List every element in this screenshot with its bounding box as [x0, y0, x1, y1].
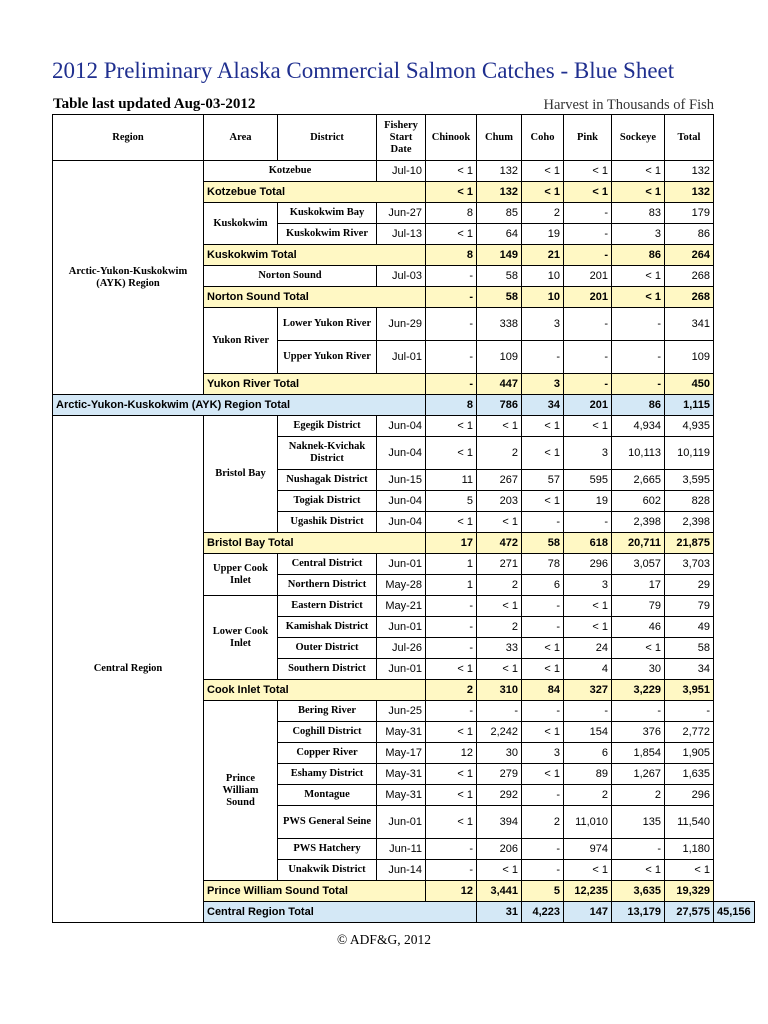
value-cell: < 1 — [426, 806, 477, 839]
district-cell: Bering River — [278, 701, 377, 722]
value-cell: 3 — [522, 374, 564, 395]
value-cell: 2 — [477, 575, 522, 596]
value-cell: 135 — [612, 806, 665, 839]
value-cell: 1,854 — [612, 743, 665, 764]
value-cell: < 1 — [612, 638, 665, 659]
district-cell: Outer District — [278, 638, 377, 659]
value-cell: 447 — [477, 374, 522, 395]
value-cell: < 1 — [522, 437, 564, 470]
value-cell: < 1 — [522, 638, 564, 659]
total-label-cell: Kotzebue Total — [204, 182, 426, 203]
value-cell: < 1 — [612, 161, 665, 182]
area-cell: Prince William Sound — [204, 701, 278, 881]
value-cell: 3 — [522, 308, 564, 341]
value-cell: 132 — [477, 182, 522, 203]
value-cell: < 1 — [564, 596, 612, 617]
header-row — [53, 115, 755, 161]
value-cell: - — [564, 224, 612, 245]
value-cell: 83 — [612, 203, 665, 224]
value-cell: 268 — [665, 266, 714, 287]
value-cell: < 1 — [564, 860, 612, 881]
value-cell: 1,180 — [665, 839, 714, 860]
value-cell: 2,772 — [665, 722, 714, 743]
value-cell: - — [564, 341, 612, 374]
value-cell: < 1 — [522, 722, 564, 743]
start-date-cell: Jul-01 — [377, 341, 426, 374]
value-cell: 30 — [477, 743, 522, 764]
value-cell: 10,113 — [612, 437, 665, 470]
value-cell: 12 — [426, 881, 477, 902]
start-date-cell: Jun-25 — [377, 701, 426, 722]
value-cell: - — [612, 701, 665, 722]
value-cell: 30 — [612, 659, 665, 680]
district-cell: Lower Yukon River — [278, 308, 377, 341]
start-date-cell: Jun-27 — [377, 203, 426, 224]
value-cell: 3 — [564, 437, 612, 470]
value-cell: 296 — [665, 785, 714, 806]
value-cell: - — [426, 308, 477, 341]
value-cell: 201 — [564, 266, 612, 287]
value-cell: < 1 — [477, 512, 522, 533]
column-header: Pink — [564, 115, 612, 161]
value-cell: 4,223 — [522, 902, 564, 923]
district-cell: Kuskokwim Bay — [278, 203, 377, 224]
value-cell: 3 — [612, 224, 665, 245]
value-cell: 109 — [477, 341, 522, 374]
start-date-cell: Jun-04 — [377, 437, 426, 470]
salmon-catch-table — [52, 114, 755, 923]
value-cell: 2,398 — [665, 512, 714, 533]
total-label-cell: Arctic-Yukon-Kuskokwim (AYK) Region Total — [53, 395, 426, 416]
value-cell: 1,115 — [665, 395, 714, 416]
value-cell: < 1 — [477, 659, 522, 680]
district-cell: Central District — [278, 554, 377, 575]
value-cell: - — [564, 701, 612, 722]
page-title: 2012 Preliminary Alaska Commercial Salmon Catches - Blue Sheet — [52, 58, 675, 83]
value-cell: - — [522, 596, 564, 617]
value-cell: - — [665, 701, 714, 722]
value-cell: - — [564, 308, 612, 341]
last-updated-label: Table last updated Aug-03-2012 — [53, 96, 256, 112]
district-cell: Kuskokwim River — [278, 224, 377, 245]
copyright-footer: © ADF&G, 2012 — [337, 932, 431, 947]
value-cell: 31 — [477, 902, 522, 923]
value-cell: 2,398 — [612, 512, 665, 533]
harvest-units-note: Harvest in Thousands of Fish — [543, 97, 714, 113]
start-date-cell: May-31 — [377, 722, 426, 743]
total-label-cell: Bristol Bay Total — [204, 533, 426, 554]
region-cell: Central Region — [53, 416, 204, 923]
value-cell: < 1 — [477, 416, 522, 437]
value-cell: 602 — [612, 491, 665, 512]
value-cell: < 1 — [426, 224, 477, 245]
value-cell: 132 — [477, 161, 522, 182]
value-cell: 8 — [426, 395, 477, 416]
value-cell: 4,935 — [665, 416, 714, 437]
value-cell: 2 — [426, 680, 477, 701]
value-cell: - — [564, 203, 612, 224]
value-cell: < 1 — [522, 416, 564, 437]
value-cell: 267 — [477, 470, 522, 491]
value-cell: < 1 — [522, 161, 564, 182]
district-cell: Eshamy District — [278, 764, 377, 785]
value-cell: - — [426, 839, 477, 860]
district-cell: Togiak District — [278, 491, 377, 512]
value-cell: 79 — [612, 596, 665, 617]
column-header: District — [278, 115, 377, 161]
value-cell: 3,441 — [477, 881, 522, 902]
value-cell: 376 — [612, 722, 665, 743]
value-cell: 58 — [477, 266, 522, 287]
value-cell: 64 — [477, 224, 522, 245]
value-cell: - — [612, 341, 665, 374]
value-cell: 327 — [564, 680, 612, 701]
value-cell: 595 — [564, 470, 612, 491]
value-cell: 11,540 — [665, 806, 714, 839]
value-cell: 3,635 — [612, 881, 665, 902]
column-header: Chum — [477, 115, 522, 161]
value-cell: - — [522, 839, 564, 860]
value-cell: 24 — [564, 638, 612, 659]
value-cell: < 1 — [477, 596, 522, 617]
district-cell: Norton Sound — [204, 266, 377, 287]
value-cell: 5 — [522, 881, 564, 902]
value-cell: 974 — [564, 839, 612, 860]
value-cell: < 1 — [612, 860, 665, 881]
value-cell: 268 — [665, 287, 714, 308]
value-cell: 2 — [522, 203, 564, 224]
value-cell: - — [426, 860, 477, 881]
value-cell: 3,703 — [665, 554, 714, 575]
value-cell: - — [522, 617, 564, 638]
start-date-cell: Jun-01 — [377, 617, 426, 638]
value-cell: 20,711 — [612, 533, 665, 554]
start-date-cell: May-21 — [377, 596, 426, 617]
value-cell: 109 — [665, 341, 714, 374]
value-cell: 10,119 — [665, 437, 714, 470]
value-cell: < 1 — [564, 182, 612, 203]
value-cell: 5 — [426, 491, 477, 512]
total-label-cell: Cook Inlet Total — [204, 680, 426, 701]
value-cell: 271 — [477, 554, 522, 575]
value-cell: 2 — [564, 785, 612, 806]
value-cell: 2 — [522, 806, 564, 839]
region-cell: Arctic-Yukon-Kuskokwim (AYK) Region — [53, 161, 204, 395]
start-date-cell: Jun-14 — [377, 860, 426, 881]
value-cell: - — [426, 617, 477, 638]
district-cell: Copper River — [278, 743, 377, 764]
value-cell: < 1 — [564, 416, 612, 437]
value-cell: - — [426, 596, 477, 617]
start-date-cell: Jul-10 — [377, 161, 426, 182]
value-cell: 828 — [665, 491, 714, 512]
value-cell: 147 — [564, 902, 612, 923]
value-cell: 13,179 — [612, 902, 665, 923]
value-cell: < 1 — [612, 287, 665, 308]
value-cell: < 1 — [522, 659, 564, 680]
value-cell: 78 — [522, 554, 564, 575]
value-cell: - — [564, 245, 612, 266]
start-date-cell: Jul-26 — [377, 638, 426, 659]
value-cell: 264 — [665, 245, 714, 266]
value-cell: 86 — [612, 245, 665, 266]
value-cell: 19 — [522, 224, 564, 245]
value-cell: 450 — [665, 374, 714, 395]
area-cell: Yukon River — [204, 308, 278, 374]
value-cell: 132 — [665, 182, 714, 203]
value-cell: 46 — [612, 617, 665, 638]
value-cell: < 1 — [426, 161, 477, 182]
value-cell: - — [426, 341, 477, 374]
start-date-cell: Jun-01 — [377, 806, 426, 839]
value-cell: 3,229 — [612, 680, 665, 701]
value-cell: 203 — [477, 491, 522, 512]
district-cell: PWS Hatchery — [278, 839, 377, 860]
value-cell: 1,905 — [665, 743, 714, 764]
value-cell: 2,665 — [612, 470, 665, 491]
area-cell: Upper Cook Inlet — [204, 554, 278, 596]
value-cell: 8 — [426, 245, 477, 266]
value-cell: 6 — [564, 743, 612, 764]
value-cell: - — [426, 701, 477, 722]
start-date-cell: Jun-11 — [377, 839, 426, 860]
start-date-cell: Jun-29 — [377, 308, 426, 341]
start-date-cell: Jun-15 — [377, 470, 426, 491]
value-cell: 206 — [477, 839, 522, 860]
value-cell: 34 — [665, 659, 714, 680]
value-cell: 310 — [477, 680, 522, 701]
value-cell: 27,575 — [665, 902, 714, 923]
value-cell: 11 — [426, 470, 477, 491]
start-date-cell: Jul-13 — [377, 224, 426, 245]
value-cell: 12 — [426, 743, 477, 764]
total-label-cell: Norton Sound Total — [204, 287, 426, 308]
value-cell: 21,875 — [665, 533, 714, 554]
value-cell: 132 — [665, 161, 714, 182]
column-header: Chinook — [426, 115, 477, 161]
value-cell: 1,267 — [612, 764, 665, 785]
column-header: Region — [53, 115, 204, 161]
value-cell: 86 — [612, 395, 665, 416]
value-cell: - — [522, 341, 564, 374]
value-cell: < 1 — [426, 785, 477, 806]
district-cell: Eastern District — [278, 596, 377, 617]
start-date-cell: Jun-04 — [377, 416, 426, 437]
value-cell: 201 — [564, 395, 612, 416]
value-cell: 10 — [522, 287, 564, 308]
start-date-cell: Jun-04 — [377, 491, 426, 512]
value-cell: < 1 — [564, 617, 612, 638]
district-cell: Nushagak District — [278, 470, 377, 491]
value-cell: 279 — [477, 764, 522, 785]
value-cell: - — [564, 374, 612, 395]
value-cell: - — [426, 374, 477, 395]
region-total-row — [53, 395, 755, 416]
value-cell: 12,235 — [564, 881, 612, 902]
value-cell: 49 — [665, 617, 714, 638]
value-cell: - — [612, 839, 665, 860]
value-cell: 86 — [665, 224, 714, 245]
district-cell: Northern District — [278, 575, 377, 596]
value-cell: 341 — [665, 308, 714, 341]
value-cell: < 1 — [426, 512, 477, 533]
total-label-cell: Central Region Total — [204, 902, 477, 923]
area-cell: Bristol Bay — [204, 416, 278, 533]
start-date-cell: May-31 — [377, 785, 426, 806]
district-cell: Unakwik District — [278, 860, 377, 881]
value-cell: 19,329 — [665, 881, 714, 902]
value-cell: 292 — [477, 785, 522, 806]
column-header: Total — [665, 115, 714, 161]
value-cell: - — [564, 512, 612, 533]
value-cell: 179 — [665, 203, 714, 224]
value-cell: < 1 — [522, 764, 564, 785]
start-date-cell: Jun-04 — [377, 512, 426, 533]
table-row — [53, 416, 755, 437]
column-header: Area — [204, 115, 278, 161]
table-row — [53, 161, 755, 182]
value-cell: 58 — [477, 287, 522, 308]
total-label-cell: Yukon River Total — [204, 374, 426, 395]
district-cell: Montague — [278, 785, 377, 806]
value-cell: 786 — [477, 395, 522, 416]
value-cell: 11,010 — [564, 806, 612, 839]
value-cell: 3 — [564, 575, 612, 596]
value-cell: 296 — [564, 554, 612, 575]
district-cell: Kotzebue — [204, 161, 377, 182]
value-cell: < 1 — [426, 722, 477, 743]
value-cell: 1,635 — [665, 764, 714, 785]
start-date-cell: Jun-01 — [377, 554, 426, 575]
start-date-cell: Jun-01 — [377, 659, 426, 680]
value-cell: 85 — [477, 203, 522, 224]
value-cell: 201 — [564, 287, 612, 308]
value-cell: 3 — [522, 743, 564, 764]
value-cell: 6 — [522, 575, 564, 596]
value-cell: - — [477, 701, 522, 722]
value-cell: 3,951 — [665, 680, 714, 701]
value-cell: 10 — [522, 266, 564, 287]
value-cell: 154 — [564, 722, 612, 743]
start-date-cell: May-17 — [377, 743, 426, 764]
value-cell: 58 — [522, 533, 564, 554]
district-cell: Southern District — [278, 659, 377, 680]
value-cell: < 1 — [426, 416, 477, 437]
district-cell: PWS General Seine — [278, 806, 377, 839]
total-label-cell: Kuskokwim Total — [204, 245, 426, 266]
value-cell: 4,934 — [612, 416, 665, 437]
column-header: Sockeye — [612, 115, 665, 161]
value-cell: 149 — [477, 245, 522, 266]
column-header: Coho — [522, 115, 564, 161]
value-cell: 3,595 — [665, 470, 714, 491]
value-cell: - — [426, 638, 477, 659]
value-cell: 1 — [426, 575, 477, 596]
value-cell: - — [426, 266, 477, 287]
value-cell: < 1 — [426, 764, 477, 785]
start-date-cell: May-28 — [377, 575, 426, 596]
district-cell: Egegik District — [278, 416, 377, 437]
value-cell: - — [522, 785, 564, 806]
value-cell: 1 — [426, 554, 477, 575]
value-cell: 33 — [477, 638, 522, 659]
value-cell: 2 — [477, 437, 522, 470]
value-cell: - — [522, 701, 564, 722]
district-cell: Ugashik District — [278, 512, 377, 533]
area-cell: Lower Cook Inlet — [204, 596, 278, 680]
value-cell: 2,242 — [477, 722, 522, 743]
value-cell: 338 — [477, 308, 522, 341]
value-cell: 394 — [477, 806, 522, 839]
value-cell: 45,156 — [714, 902, 755, 923]
value-cell: 34 — [522, 395, 564, 416]
value-cell: < 1 — [612, 182, 665, 203]
value-cell: < 1 — [426, 437, 477, 470]
value-cell: 3,057 — [612, 554, 665, 575]
value-cell: < 1 — [426, 182, 477, 203]
column-header: Fishery Start Date — [377, 115, 426, 161]
value-cell: < 1 — [612, 266, 665, 287]
value-cell: - — [426, 287, 477, 308]
value-cell: < 1 — [477, 860, 522, 881]
value-cell: < 1 — [564, 161, 612, 182]
value-cell: 17 — [426, 533, 477, 554]
start-date-cell: May-31 — [377, 764, 426, 785]
district-cell: Upper Yukon River — [278, 341, 377, 374]
value-cell: 2 — [477, 617, 522, 638]
value-cell: 89 — [564, 764, 612, 785]
total-label-cell: Prince William Sound Total — [204, 881, 426, 902]
value-cell: 29 — [665, 575, 714, 596]
area-cell: Kuskokwim — [204, 203, 278, 245]
value-cell: 21 — [522, 245, 564, 266]
value-cell: 84 — [522, 680, 564, 701]
value-cell: 57 — [522, 470, 564, 491]
value-cell: 17 — [612, 575, 665, 596]
district-cell: Naknek-Kvichak District — [278, 437, 377, 470]
value-cell: 618 — [564, 533, 612, 554]
value-cell: < 1 — [522, 182, 564, 203]
value-cell: 2 — [612, 785, 665, 806]
value-cell: < 1 — [522, 491, 564, 512]
value-cell: - — [612, 308, 665, 341]
value-cell: 8 — [426, 203, 477, 224]
value-cell: < 1 — [426, 659, 477, 680]
value-cell: - — [612, 374, 665, 395]
value-cell: 4 — [564, 659, 612, 680]
start-date-cell: Jul-03 — [377, 266, 426, 287]
value-cell: < 1 — [665, 860, 714, 881]
value-cell: - — [522, 512, 564, 533]
district-cell: Coghill District — [278, 722, 377, 743]
district-cell: Kamishak District — [278, 617, 377, 638]
value-cell: - — [522, 860, 564, 881]
value-cell: 58 — [665, 638, 714, 659]
value-cell: 19 — [564, 491, 612, 512]
value-cell: 79 — [665, 596, 714, 617]
value-cell: 472 — [477, 533, 522, 554]
